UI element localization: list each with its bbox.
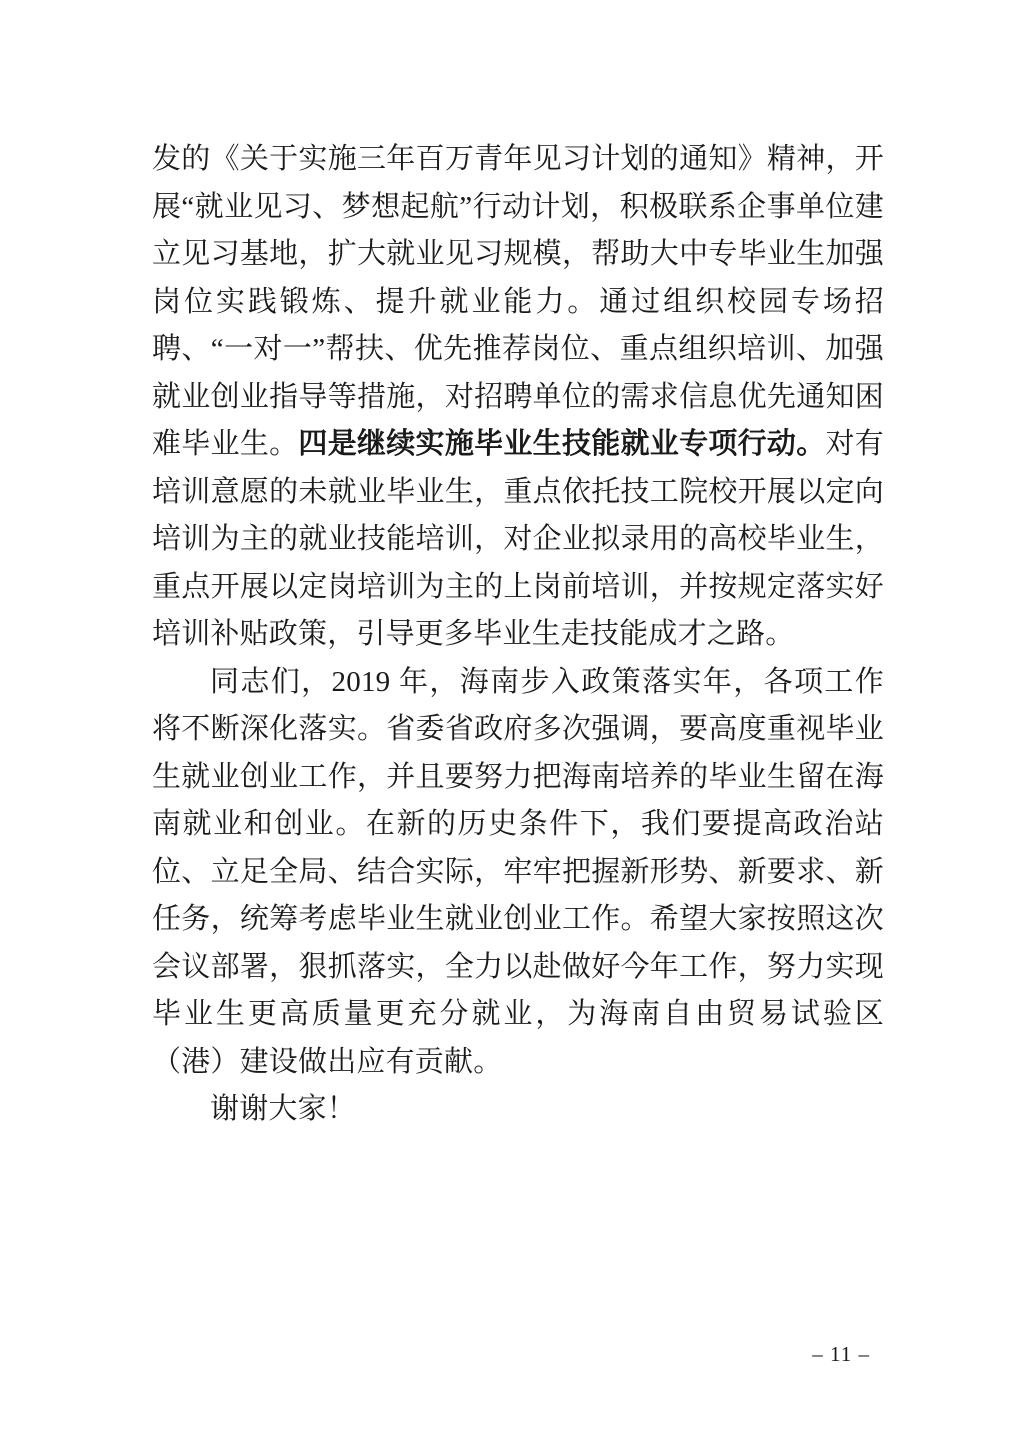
document-body bbox=[152, 136, 884, 1134]
body-text-run: 发的《关于实施三年百万青年见习计划的通知》精神，开展“就业见习、梦想起航”行动计划，积极联系企事单位建立见习基地，扩大就业见习规模，帮助大中专毕业生加强岗位实践锻炼、提升就业能力。通过组织校园专场招聘、“一对一”帮扶、优先推荐岗位、重点组织培训、加强就业创业指导等措施，对招聘单位的需求信息优先通知困难毕业生。 bbox=[152, 143, 884, 460]
page-number: – 11 – bbox=[812, 1342, 870, 1366]
body-text-run: 对有培训意愿的未就业毕业生，重点依托技工院校开展以定向培训为主的就业技能培训，对企业拟录用的高校毕业生，重点开展以定岗培训为主的上岗前培训，并按规定落实好培训补贴政策，引导更多毕业生走技能成才之路。 bbox=[152, 428, 884, 650]
paragraph-thanks bbox=[152, 1086, 884, 1134]
body-text-run: 同志们，2019 年，海南步入政策落实年，各项工作将不断深化落实。省委省政府多次强调，要高度重视毕业生就业创业工作，并且要努力把海南培养的毕业生留在海南就业和创业。在新的历史条件下，我们要提高政治站位、立足全局、结合实际，牢牢把握新形势、新要求、新任务，统筹考虑毕业生就业创业工作。希望大家按照这次会议部署，狠抓落实，全力以赴做好今年工作，努力实现毕业生更高质量更充分就业，为海南自由贸易试验区（港）建设做出应有贡献。 bbox=[152, 665, 884, 1078]
bold-heading-run: 四是继续实施毕业生技能就业专项行动。 bbox=[298, 428, 826, 460]
paragraph-continuation bbox=[152, 136, 884, 659]
paragraph-closing bbox=[152, 659, 884, 1087]
body-text-run: 谢谢大家！ bbox=[210, 1093, 357, 1125]
